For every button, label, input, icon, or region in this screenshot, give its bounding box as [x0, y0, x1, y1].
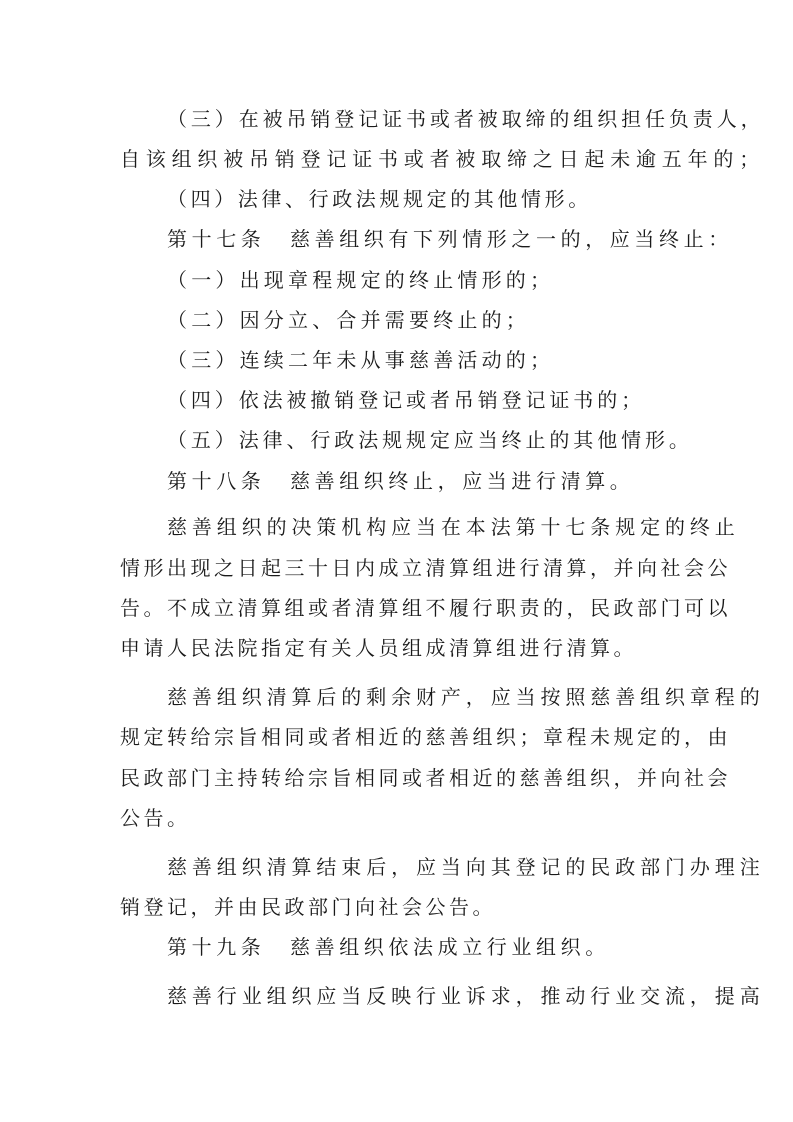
text-line — [0, 590, 793, 626]
text-line — [0, 760, 793, 796]
line-text: 慈善组织清算结束后，应当向其登记的民政部门办理注 — [167, 855, 765, 879]
text-line — [0, 550, 793, 586]
line-text: 第十八条 慈善组织终止，应当进行清算。 — [167, 469, 635, 493]
line-text: 告。不成立清算组或者清算组不履行职责的，民政部门可以 — [120, 596, 731, 620]
text-line — [0, 630, 793, 666]
line-text: （二）因分立、合并需要终止的； — [167, 308, 530, 332]
line-text: 销登记，并由民政部门向社会公告。 — [120, 895, 496, 919]
text-line — [0, 509, 793, 545]
line-text: （五）法律、行政法规规定应当终止的其他情形。 — [167, 428, 693, 452]
line-text: （四）依法被撤销登记或者吊销登记证书的； — [167, 388, 645, 412]
line-text: 第十九条 慈善组织依法成立行业组织。 — [167, 935, 610, 959]
text-line — [0, 302, 793, 338]
line-text: 第十七条 慈善组织有下列情形之一的，应当终止： — [167, 227, 733, 251]
line-text: （一）出现章程规定的终止情形的； — [167, 268, 555, 292]
line-text: 慈善组织的决策机构应当在本法第十七条规定的终止 — [167, 515, 740, 539]
text-line — [0, 679, 793, 715]
line-text: 情形出现之日起三十日内成立清算组进行清算，并向社会公 — [120, 556, 731, 580]
text-line — [0, 382, 793, 418]
line-text: （四）法律、行政法规规定的其他情形。 — [167, 187, 592, 211]
line-text: 自该组织被吊销登记证书或者被取缔之日起未逾五年的； — [120, 147, 765, 171]
text-line — [0, 929, 793, 965]
text-line — [0, 262, 793, 298]
text-line — [0, 221, 793, 257]
line-text: 民政部门主持转给宗旨相同或者相近的慈善组织，并向社会 — [120, 766, 731, 790]
text-line — [0, 422, 793, 458]
line-text: （三）连续二年未从事慈善活动的； — [167, 348, 555, 372]
line-text: 慈善行业组织应当反映行业诉求，推动行业交流，提高 — [167, 984, 765, 1008]
text-line — [0, 342, 793, 378]
text-line — [0, 889, 793, 925]
line-text: 慈善组织清算后的剩余财产，应当按照慈善组织章程的 — [167, 685, 765, 709]
text-line — [0, 101, 793, 137]
line-text: 申请人民法院指定有关人员组成清算组进行清算。 — [120, 636, 637, 660]
line-text: （三）在被吊销登记证书或者被取缔的组织担任负责人， — [167, 107, 765, 131]
line-text: 公告。 — [120, 806, 191, 830]
text-line — [0, 849, 793, 885]
text-line — [0, 978, 793, 1014]
text-line — [0, 181, 793, 217]
text-line — [0, 800, 793, 836]
text-line — [0, 719, 793, 755]
line-text: 规定转给宗旨相同或者相近的慈善组织；章程未规定的，由 — [120, 725, 731, 749]
text-line — [0, 463, 793, 499]
text-line — [0, 141, 793, 177]
